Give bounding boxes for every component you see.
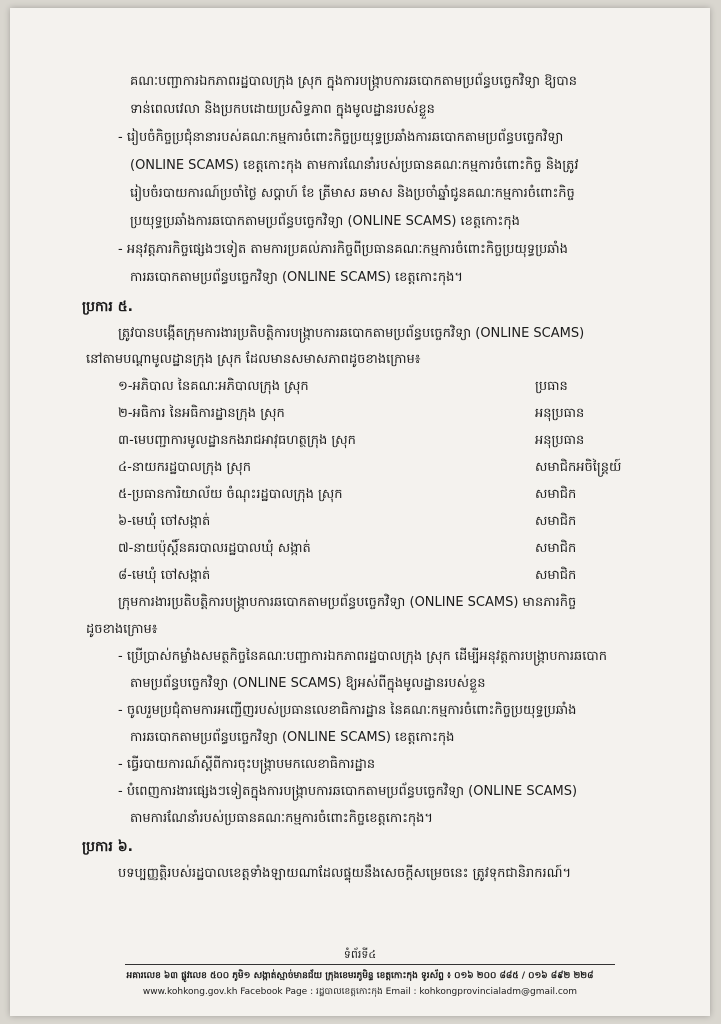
bullet-line: - បំពេញការងារផ្សេងៗទៀតក្នុងការបង្រ្កាបការឆបោកតាមប្រព័ន្ធបច្ចេកវិទ្យា (ONLINE SCAMS): [118, 784, 578, 799]
member-name: ១-អភិបាល នៃគណៈអភិបាលក្រុង ស្រុក: [118, 379, 309, 394]
paragraph-line: គណៈបញ្ជាការឯកភាពរដ្ឋបាលក្រុង ស្រុក ក្នុងការបង្រ្កាបការឆបោកតាមប្រព័ន្ធបច្ចេកវិទ្យា ឱ្យបាន: [130, 74, 577, 89]
footer-contacts: www.kohkong.gov.kh Facebook Page : រដ្ឋបាលខេត្តកោះកុង Email : kohkongprovincialadm@gmail.com: [142, 987, 578, 997]
member-role: សមាជិក: [535, 568, 577, 583]
member-role: ប្រធាន: [535, 379, 568, 394]
member-name: ៧-នាយប៉ុស្តិ៍នគរបាលរដ្ឋបាលឃុំ សង្កាត់: [118, 541, 311, 556]
member-role: សមាជិក: [535, 514, 577, 529]
paragraph-line: ក្រុមការងារប្រតិបត្តិការបង្រ្កាបការឆបោកតាមប្រព័ន្ធបច្ចេកវិទ្យា (ONLINE SCAMS) មានភារកិច្ច: [118, 595, 577, 610]
bullet-line: - ធ្វើរបាយការណ៍ស្តីពីការចុះបង្រ្កាបមកលេខាធិការដ្ឋាន: [118, 757, 376, 772]
article-heading: ប្រការ ៦.: [82, 839, 133, 855]
bullet-line: ការឆបោកតាមប្រព័ន្ធបច្ចេកវិទ្យា (ONLINE SCAMS) ខេត្តកោះកុង: [130, 730, 455, 745]
bullet-line: តាមការណែនាំរបស់ប្រធានគណៈកម្មការចំពោះកិច្ចខេត្តកោះកុង។: [130, 811, 434, 826]
footer-address: អគារលេខ ៦៣ ផ្លូវលេខ ៥០០ ភូមិ១ សង្កាត់ស្មាច់មានជ័យ ក្រុងខេមរភូមិន្ទ ខេត្តកោះកុង ទូរស័ព្ទ ៖ ០១៦ ២០០ ៨៨៥ / ០១៦ ៨៩២ ២២៨: [126, 971, 594, 981]
page-number: ទំព័រទី៤: [343, 948, 377, 961]
member-name: ៥-ប្រធានការិយាល័យ ចំណុះរដ្ឋបាលក្រុង ស្រុក: [118, 487, 343, 502]
paragraph-line: ដូចខាងក្រោម៖: [86, 622, 158, 637]
bullet-line: រៀបចំរបាយការណ៍ប្រចាំថ្ងៃ សប្តាហ៍ ខែ ត្រីមាស ឆមាស និងប្រចាំឆ្នាំជូនគណៈកម្មការចំពោះកិច្ច: [130, 186, 575, 201]
member-role: សមាជិក: [535, 487, 577, 502]
member-name: ៨-មេឃុំ ចៅសង្កាត់: [118, 568, 211, 583]
paragraph-line: បទប្បញ្ញត្តិរបស់រដ្ឋបាលខេត្តទាំងឡាយណាដែលផ្ទុយនឹងសេចក្តីសម្រេចនេះ ត្រូវទុកជានិរាករណ៍។: [118, 866, 572, 881]
bullet-line: - អនុវត្តភារកិច្ចផ្សេងៗទៀត តាមការប្រគល់ភារកិច្ចពីប្រធានគណៈកម្មការចំពោះកិច្ចប្រយុទ្ធប្រឆាំង: [118, 242, 568, 257]
paragraph-line: ទាន់ពេលវេលា និងប្រកបដោយប្រសិទ្ធភាព ក្នុងមូលដ្ឋានរបស់ខ្លួន: [130, 102, 435, 117]
member-name: ៣-មេបញ្ជាការមូលដ្ឋានកងរាជអាវុធហត្ថក្រុង ស្រុក: [118, 433, 356, 448]
member-name: ៤-នាយករដ្ឋបាលក្រុង ស្រុក: [118, 460, 252, 475]
document-page: [10, 8, 710, 1016]
member-role: សមាជិកអចិន្ត្រៃយ៍: [535, 460, 622, 475]
bullet-line: (ONLINE SCAMS) ខេត្តកោះកុង តាមការណែនាំរបស់ប្រធានគណៈកម្មការចំពោះកិច្ច និងត្រូវ: [130, 158, 579, 173]
footer-divider: [125, 964, 615, 965]
member-name: ២-អធិការ នៃអធិការដ្ឋានក្រុង ស្រុក: [118, 406, 285, 421]
bullet-line: តាមប្រព័ន្ធបច្ចេកវិទ្យា (ONLINE SCAMS) ឱ្យអស់ពីក្នុងមូលដ្ឋានរបស់ខ្លួន: [130, 676, 486, 691]
member-role: អនុប្រធាន: [535, 433, 585, 448]
member-name: ៦-មេឃុំ ចៅសង្កាត់: [118, 514, 211, 529]
bullet-line: - រៀបចំកិច្ចប្រជុំនានារបស់គណៈកម្មការចំពោះកិច្ចប្រយុទ្ធប្រឆាំងការឆបោកតាមប្រព័ន្ធបច្ចេកវិទ្យា: [118, 130, 564, 145]
member-role: សមាជិក: [535, 541, 577, 556]
paragraph-line: នៅតាមបណ្តាមូលដ្ឋានក្រុង ស្រុក ដែលមានសមាសភាពដូចខាងក្រោម៖: [86, 352, 421, 367]
member-role: អនុប្រធាន: [535, 406, 585, 421]
bullet-line: ប្រយុទ្ធប្រឆាំងការឆបោកតាមប្រព័ន្ធបច្ចេកវិទ្យា (ONLINE SCAMS) ខេត្តកោះកុង: [130, 214, 520, 229]
bullet-line: - ប្រើប្រាស់កម្លាំងសមត្ថកិច្ចនៃគណៈបញ្ជាការឯកភាពរដ្ឋបាលក្រុង ស្រុក ដើម្បីអនុវត្តការបង្រ្កាបការឆបោក: [118, 649, 608, 664]
document-body: [10, 8, 710, 1016]
paragraph-line: ត្រូវបានបង្កើតក្រុមការងារប្រតិបត្តិការបង្រ្កាបការឆបោកតាមប្រព័ន្ធបច្ចេកវិទ្យា (ONLINE SCAMS): [118, 326, 585, 341]
article-heading: ប្រការ ៥.: [82, 299, 133, 315]
bullet-line: ការឆបោកតាមប្រព័ន្ធបច្ចេកវិទ្យា (ONLINE SCAMS) ខេត្តកោះកុង។: [130, 270, 463, 285]
bullet-line: - ចូលរួមប្រជុំតាមការអញ្ជើញរបស់ប្រធានលេខាធិការដ្ឋាន នៃគណៈកម្មការចំពោះកិច្ចប្រយុទ្ធប្រឆាំង: [118, 703, 577, 718]
